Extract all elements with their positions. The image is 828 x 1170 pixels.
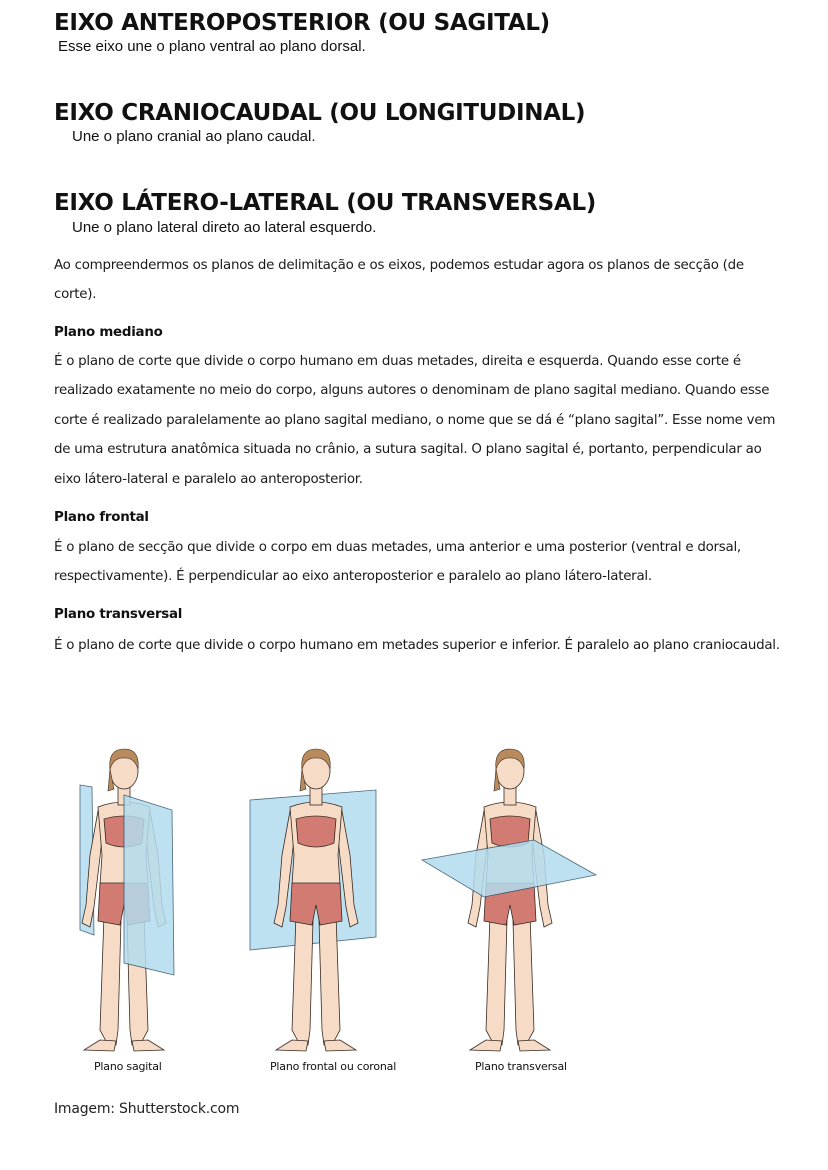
label-plano-frontal: Plano frontal (54, 510, 149, 525)
text-plano-frontal: É o plano de secção que divide o corpo em duas metades, uma anterior e uma posterior (ventral e dorsal, respectivamente). É perpendicular ao eixo anteroposterior e paralelo ao plano látero-lateral. (54, 540, 741, 585)
transverse-figure (422, 749, 596, 1051)
caption-plano-frontal: Plano frontal ou coronal (270, 1060, 397, 1073)
heading-eixo-craniocaudal: EIXO CRANIOCAUDAL (OU LONGITUDINAL) (54, 100, 586, 126)
frontal-figure (250, 749, 376, 1051)
heading-eixo-anteroposterior: EIXO ANTEROPOSTERIOR (OU SAGITAL) (54, 10, 550, 36)
text-eixo-anteroposterior: Esse eixo une o plano ventral ao plano dorsal. (58, 38, 366, 55)
text-eixo-craniocaudal: Une o plano cranial ao plano caudal. (72, 128, 316, 145)
caption-plano-transversal: Plano transversal (475, 1060, 567, 1073)
sagittal-plane (124, 795, 174, 975)
image-credit: Imagem: Shutterstock.com (54, 1101, 240, 1117)
anatomical-planes-illustration (54, 725, 634, 1055)
text-plano-mediano: É o plano de corte que divide o corpo humano em duas metades, direita e esquerda. Quando esse corte é realizado exatamente no meio do corpo, alguns autores o denominam de plano sagital mediano. Quando esse corte é realizado paralelamente ao plano sagital mediano, o nome que se dá é “plano sagital”. Esse nome vem de uma estrutura anatômica situada no crânio, a sutura sagital. O plano sagital é, portanto, perpendicular ao eixo látero-lateral e paralelo ao anteroposterior. (54, 354, 776, 487)
anatomical-planes-figure (54, 725, 634, 1060)
caption-plano-sagital: Plano sagital (94, 1060, 162, 1073)
intro-paragraph: Ao compreendermos os planos de delimitação e os eixos, podemos estudar agora os planos de secção (de corte). (54, 258, 744, 303)
heading-eixo-latero-lateral: EIXO LÁTERO-LATERAL (OU TRANSVERSAL) (54, 190, 597, 216)
text-plano-transversal: É o plano de corte que divide o corpo humano em metades superior e inferior. É paralelo ao plano craniocaudal. (54, 638, 780, 653)
transverse-plane (422, 840, 596, 897)
text-eixo-latero-lateral: Une o plano lateral direto ao lateral esquerdo. (72, 219, 377, 236)
label-plano-mediano: Plano mediano (54, 325, 163, 340)
sagittal-figure (80, 749, 174, 1051)
label-plano-transversal: Plano transversal (54, 607, 183, 622)
